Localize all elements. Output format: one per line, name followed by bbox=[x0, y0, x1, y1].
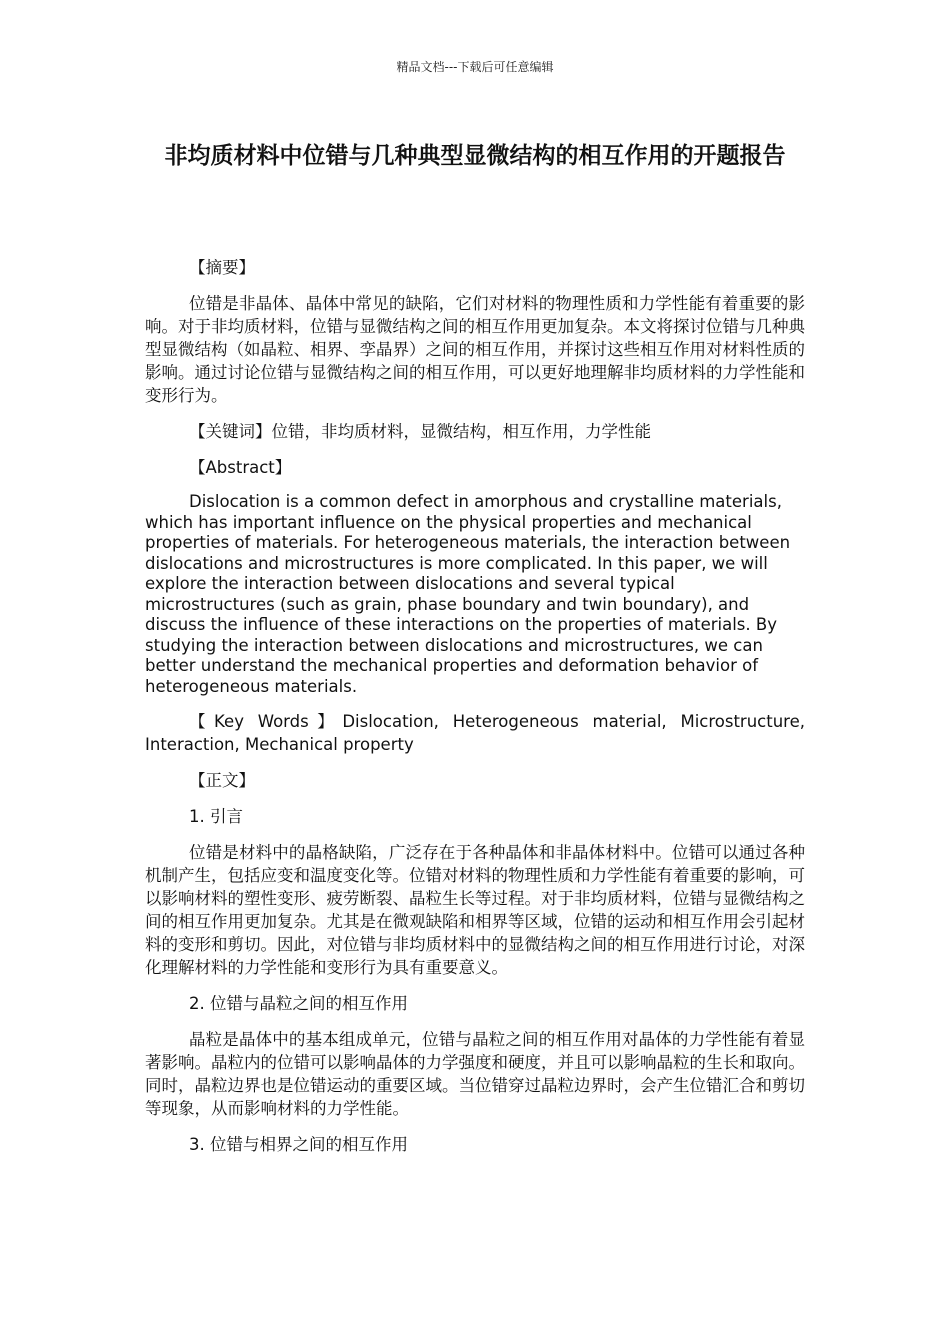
section-2-heading: 2. 位错与晶粒之间的相互作用 bbox=[189, 994, 408, 1013]
keywords-cn: 【关键词】位错，非均质材料，显微结构，相互作用，力学性能 bbox=[189, 422, 651, 441]
section-1-heading: 1. 引言 bbox=[189, 807, 243, 826]
abstract-en-heading: 【Abstract】 bbox=[189, 458, 292, 477]
abstract-en-paragraph: Dislocation is a common defect in amorphous and crystalline materials, which has important influence on the physical properties and mechanical properties of materials. For heterogeneous materials, the interaction between dislocations and microstructures is more complicated. In this paper, we will explore the interaction between dislocations and several typical microstructures (such as grain, phase boundary and twin boundary), and discuss the influence of these interactions on the properties of materials. By studying the interaction between dislocations and microstructures, we can better understand the mechanical properties and deformation behavior of heterogeneous materials. bbox=[145, 492, 791, 696]
document-title: 非均质材料中位错与几种典型显微结构的相互作用的开题报告 bbox=[164, 143, 786, 169]
keywords-en: 【Key Words】Dislocation, Heterogeneous material, Microstructure, Interaction, Mechanical property bbox=[145, 712, 805, 754]
header-note: 精品文档---下载后可任意编辑 bbox=[396, 60, 554, 74]
body-heading: 【正文】 bbox=[189, 771, 255, 790]
section-1-paragraph: 位错是材料中的晶格缺陷，广泛存在于各种晶体和非晶体材料中。位错可以通过各种机制产生，包括应变和温度变化等。位错对材料的物理性质和力学性能有着重要的影响，可以影响材料的塑性变形、疲劳断裂、晶粒生长等过程。对于非均质材料，位错与显微结构之间的相互作用更加复杂。尤其是在微观缺陷和相界等区域，位错的运动和相互作用会引起材料的变形和剪切。因此，对位错与非均质材料中的显微结构之间的相互作用进行讨论，对深化理解材料的力学性能和变形行为具有重要意义。 bbox=[145, 843, 805, 977]
document-body bbox=[145, 256, 805, 1169]
abstract-cn-paragraph: 位错是非晶体、晶体中常见的缺陷，它们对材料的物理性质和力学性能有着重要的影响。对于非均质材料，位错与显微结构之间的相互作用更加复杂。本文将探讨位错与几种典型显微结构（如晶粒、相界、孪晶界）之间的相互作用，并探讨这些相互作用对材料性质的影响。通过讨论位错与显微结构之间的相互作用，可以更好地理解非均质材料的力学性能和变形行为。 bbox=[145, 294, 805, 405]
section-2-paragraph: 晶粒是晶体中的基本组成单元，位错与晶粒之间的相互作用对晶体的力学性能有着显著影响。晶粒内的位错可以影响晶体的力学强度和硬度，并且可以影响晶粒的生长和取向。同时，晶粒边界也是位错运动的重要区域。当位错穿过晶粒边界时，会产生位错汇合和剪切等现象，从而影响材料的力学性能。 bbox=[145, 1030, 805, 1118]
abstract-cn-heading: 【摘要】 bbox=[189, 258, 255, 277]
section-3-heading: 3. 位错与相界之间的相互作用 bbox=[189, 1135, 408, 1154]
